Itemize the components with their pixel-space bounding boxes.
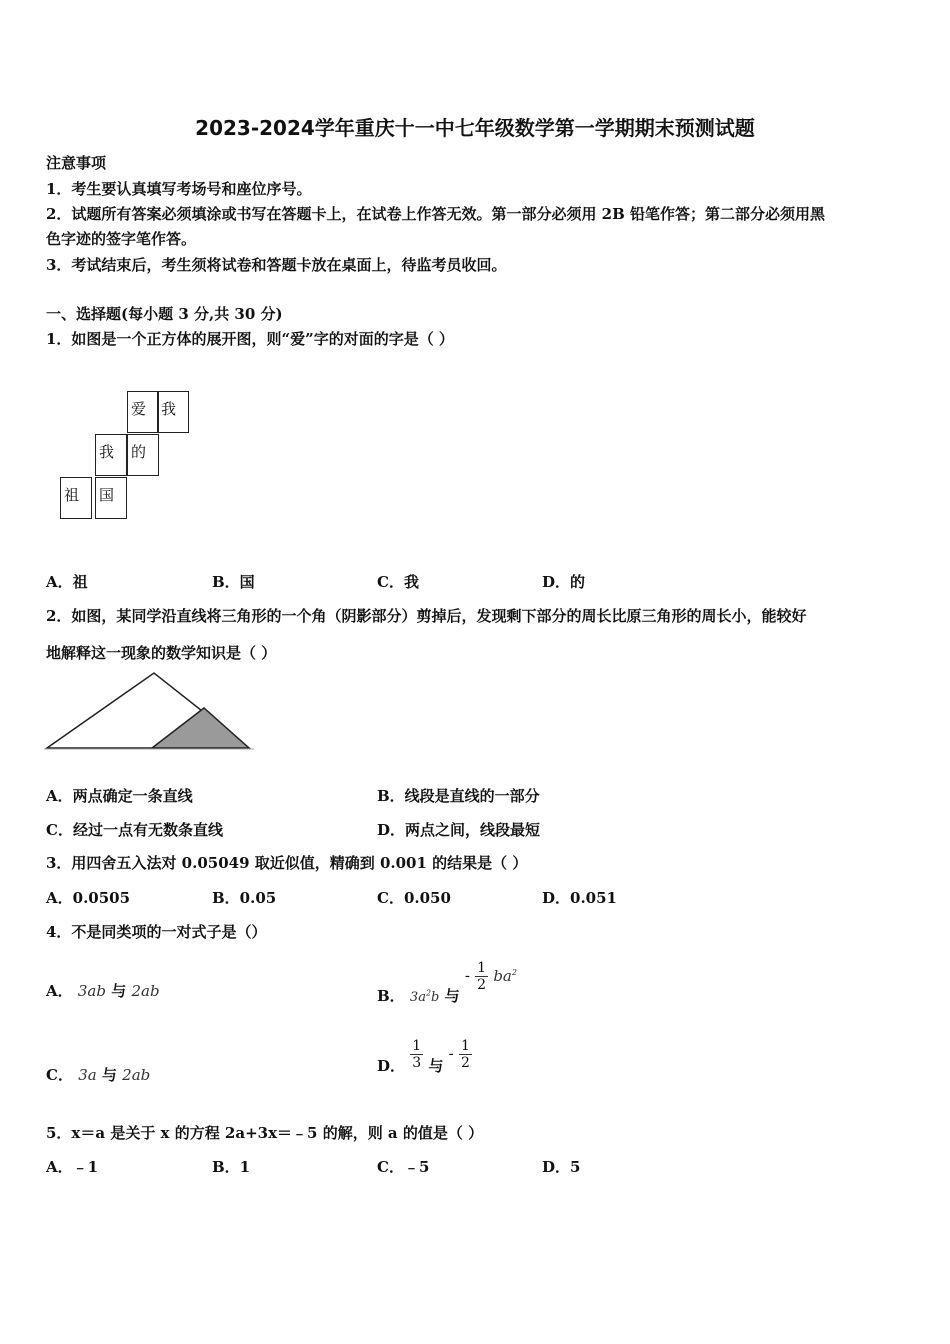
q5-option-c[interactable]: C．﹣5 — [377, 1158, 430, 1176]
q2-option-a[interactable]: A．两点确定一条直线 — [46, 787, 193, 805]
q2-option-d[interactable]: D．两点之间，线段最短 — [377, 821, 541, 839]
notice-item: 2．试题所有答案必须填涂或书写在答题卡上，在试卷上作答无效。第一部分必须用 2B 铅笔作答；第二部分必须用黑 — [46, 205, 826, 223]
q3-option-a[interactable]: A．0.0505 — [46, 889, 131, 907]
q5-option-a[interactable]: A．﹣1 — [46, 1158, 99, 1176]
page-title: 2023-2024学年重庆十一中七年级数学第一学期期末预测试题 — [195, 116, 755, 140]
q4-option-a[interactable]: A． 3ab 与 2ab — [46, 982, 160, 1000]
expr-left: 3a — [78, 1066, 97, 1084]
question-4-stem: 4．不是同类项的一对式子是（） — [46, 923, 267, 941]
q1-option-a[interactable]: A．祖 — [46, 573, 88, 591]
q1-option-c[interactable]: C．我 — [377, 573, 419, 591]
net-cell: 爱 — [127, 391, 159, 433]
q4-option-d[interactable]: D． $\frac{1}{3}$ 与 - $\frac{1}{2}$ — [377, 1038, 470, 1075]
notice-item: 色字迹的签字笔作答。 — [46, 230, 197, 248]
question-5-stem: 5．x＝a 是关于 x 的方程 2a+3x＝﹣5 的解，则 a 的值是（ ） — [46, 1124, 484, 1142]
net-cell: 的 — [127, 434, 159, 476]
question-1-stem: 1．如图是一个正方体的展开图，则“爱”字的对面的字是（ ） — [46, 330, 454, 348]
net-cell: 我 — [157, 391, 189, 433]
notice-item: 1．考生要认真填写考场号和座位序号。 — [46, 180, 312, 198]
section-heading: 一、选择题(每小题 3 分,共 30 分) — [46, 305, 283, 323]
expr-right: 2ab — [122, 1066, 151, 1084]
q3-option-d[interactable]: D．0.051 — [542, 889, 617, 907]
q5-option-d[interactable]: D．5 — [542, 1158, 581, 1176]
net-cell: 我 — [95, 434, 127, 476]
q4-option-c[interactable]: C． 3a 与 2ab — [46, 1066, 151, 1084]
q3-option-b[interactable]: B．0.05 — [212, 889, 277, 907]
q1-option-b[interactable]: B．国 — [212, 573, 255, 591]
q1-option-d[interactable]: D．的 — [542, 573, 586, 591]
q5-option-b[interactable]: B．1 — [212, 1158, 251, 1176]
notice-item: 3．考试结束后，考生须将试卷和答题卡放在桌面上，待监考员收回。 — [46, 256, 507, 274]
net-cell: 祖 — [60, 477, 92, 519]
expr-left: 3ab — [77, 982, 106, 1000]
q4-option-b[interactable]: B． $3a^2b$ 与 - $\frac{1}{2}$ $ba^2$ — [377, 960, 517, 1005]
q2-option-c[interactable]: C．经过一点有无数条直线 — [46, 821, 223, 839]
q2-option-b[interactable]: B．线段是直线的一部分 — [377, 787, 540, 805]
expr-right: 2ab — [131, 982, 160, 1000]
q3-option-c[interactable]: C．0.050 — [377, 889, 451, 907]
notice-heading: 注意事项 — [46, 154, 107, 172]
triangle-figure — [44, 668, 256, 752]
net-cell: 国 — [95, 477, 127, 519]
question-3-stem: 3．用四舍五入法对 0.05049 取近似值，精确到 0.001 的结果是（ ） — [46, 854, 528, 872]
question-2-stem: 2．如图，某同学沿直线将三角形的一个角（阴影部分）剪掉后，发现剩下部分的周长比原三角形的周长小，能较好 — [46, 607, 807, 625]
question-2-stem-cont: 地解释这一现象的数学知识是（ ） — [46, 644, 277, 662]
